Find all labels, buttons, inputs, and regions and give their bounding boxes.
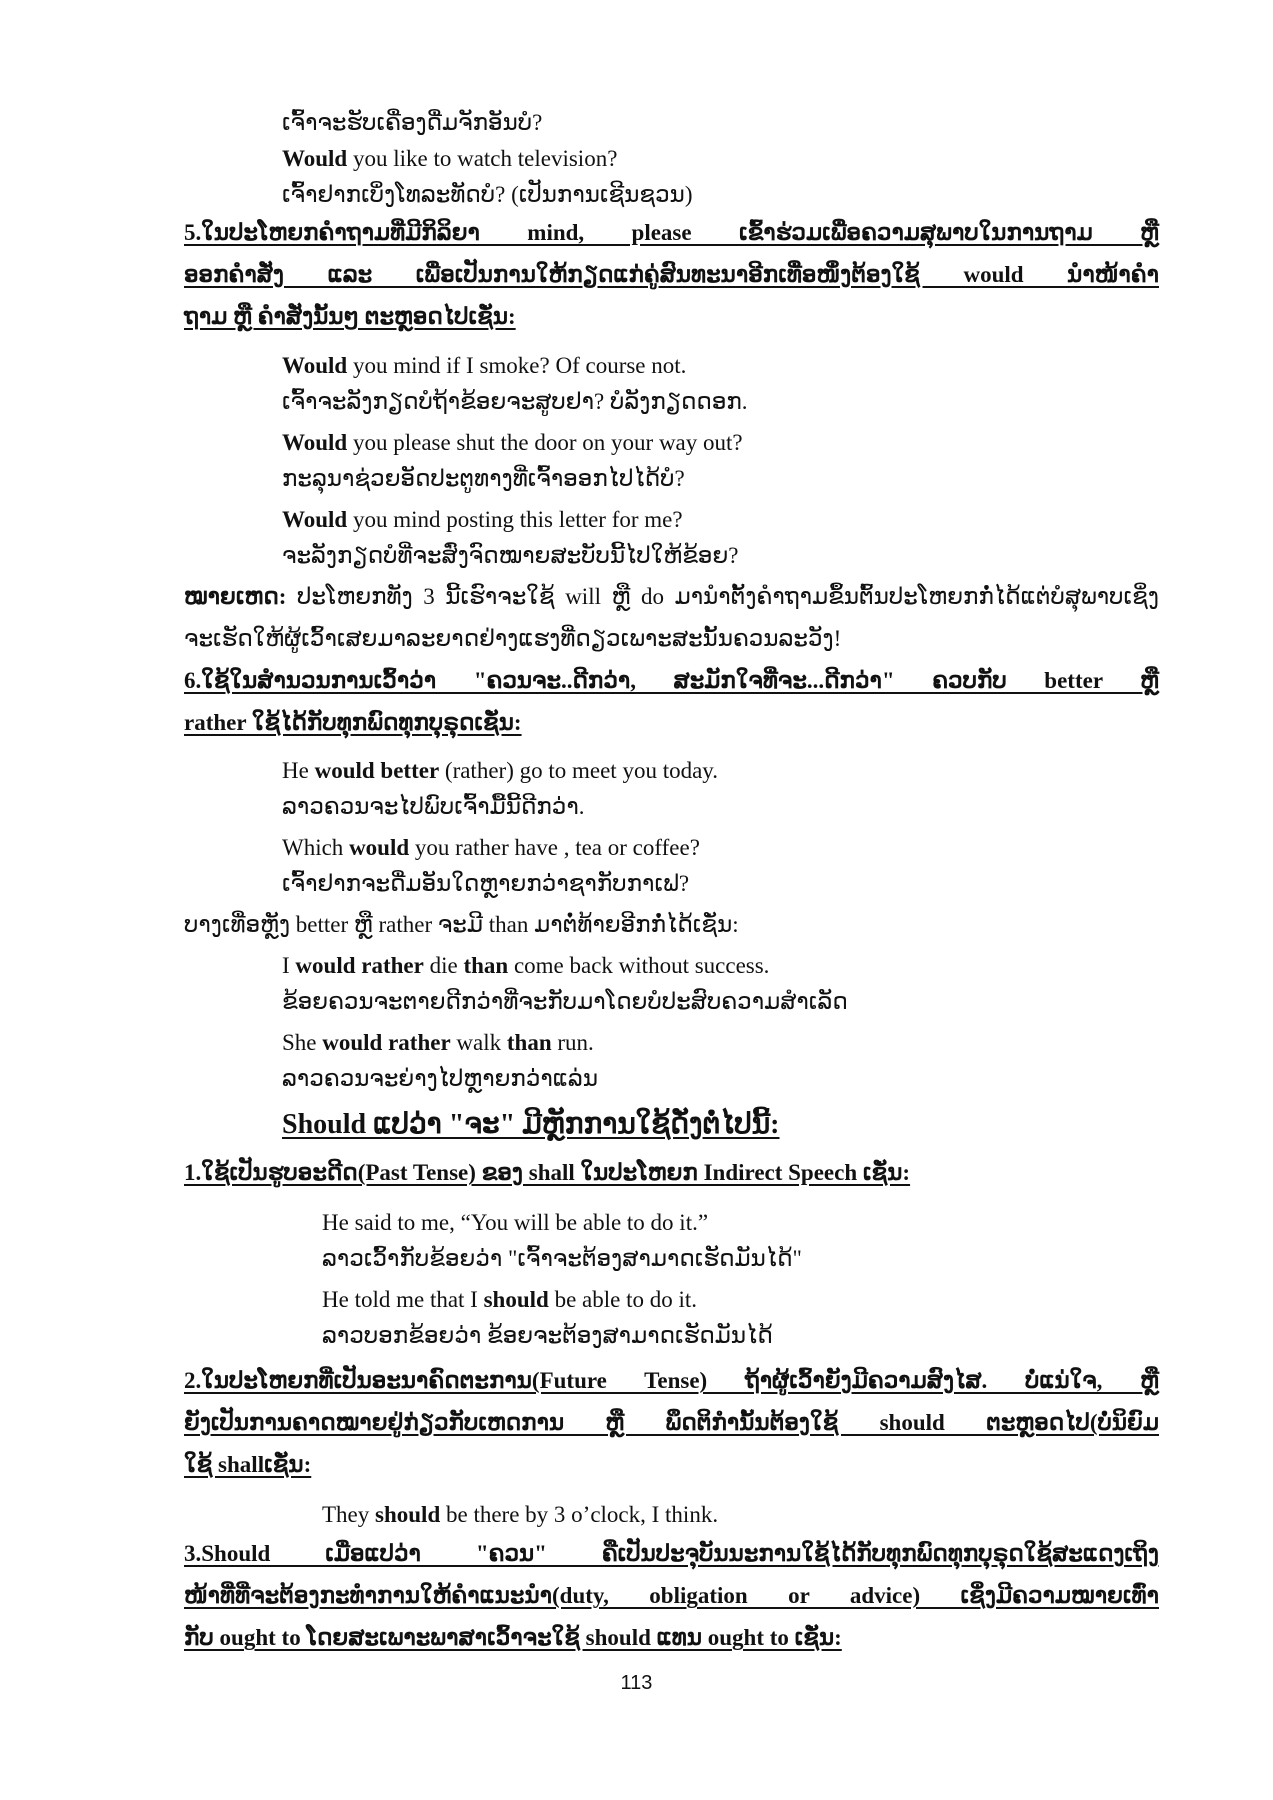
lao-translation-line: ເຈົ້າຈະຮັບເຄື່ອງດື່ມຈັກອັນບໍ? [282,110,543,135]
example-sentence [282,353,686,378]
section-heading-2: 2.ໃນປະໂຫຍກທີ່ເປັນອະນາຄົດຕະການ(Future Tense) ຖ້າຜູ້ເວົ້າຍັງມີຄວາມສົງໄສ. ບໍ່ແນ່ໃຈ, ຫຼື [184,1368,1159,1393]
sentence-text: you like to watch television? [347,146,618,171]
body-paragraph: ບາງເທື່ອຫຼັງ better ຫຼື rather ຈະມີ than ມາຕໍ່ທ້າຍອີກກໍ່ໄດ້ເຊັ່ນ: [184,912,739,937]
section-heading-3: 3.Should ເມື່ອແປວ່າ "ຄວນ" ຄືເປັນປະຈຸບັນນະການໃຊ້ໄດ້ກັບທຸກພົດທຸກບຸຣຸດໃຊ້ສະແດງເຖິງ [184,1541,1159,1566]
section-heading-3: ກັບ ought to ໂດຍສະເພາະພາສາເວົ້າຈະໃຊ້ should ແທນ ought to ເຊັ່ນ: [184,1625,842,1650]
sentence-text: be able to do it. [548,1287,698,1312]
page-title: Should ແປວ່າ "ຈະ" ມີຫຼັກການໃຊ້ດັ່ງຕໍ່ໄປນີ້: [282,1109,780,1140]
example-sentence [282,758,718,783]
example-sentence [282,507,683,532]
example-sentence [282,953,769,978]
sentence-text: walk [450,1030,507,1055]
keyword: should [375,1502,441,1527]
lao-translation-line: ເຈົ້າຈະລັງກຽດບໍຖ້າຂ້ອຍຈະສູບຢາ? ບໍລັງກຽດດອກ. [282,389,748,414]
sentence-text: you please shut the door on your way out? [347,430,743,455]
section-heading-1: 1.ໃຊ້ເປັນຮູບອະດີດ(Past Tense) ຂອງ shall ໃນປະໂຫຍກ Indirect Speech ເຊັ່ນ: [184,1160,911,1185]
sentence-text: die [423,953,464,978]
sentence-text: He [282,758,315,783]
lao-translation-line: ຂ້ອຍຄວນຈະຕາຍດີກວ່າທີ່ຈະກັບມາໂດຍບໍປະສົບຄວາມສຳເລັດ [282,989,848,1014]
example-sentence [322,1287,697,1312]
example-sentence [282,430,743,455]
example-sentence [282,146,617,171]
keyword: would rather [322,1030,451,1055]
lao-translation-line: ລາວບອກຂ້ອຍວ່າ ຂ້ອຍຈະຕ້ອງສາມາດເຮັດມັນໄດ້ [322,1323,773,1348]
sentence-text: you mind if I smoke? Of course not. [347,353,687,378]
note-paragraph: ຈະເຮັດໃຫ້ຜູ້ເວົ້າເສຍມາລະຍາດຢ່າງແຮງທີ່ດຽວເພາະສະນັ້ນຄວນລະວັງ! [184,626,842,651]
note-label: ໝາຍເຫດ: [184,584,287,609]
keyword: Would [282,430,348,455]
section-heading-5: 5.ໃນປະໂຫຍກຄຳຖາມທີ່ມີກິລິຍາ mind, please ເຂົ້າຮ່ວມເພື່ອຄວາມສຸພາບໃນການຖາມ ຫຼື [184,220,1159,245]
note-text: ປະໂຫຍກທັງ 3 ນີ້ເຮົາຈະໃຊ້ will ຫຼື do ມານຳຕັ້ງຄຳຖາມຂຶ້ນຕົ້ນປະໂຫຍກກໍ່ໄດ້ແຕ່ບໍສຸພາບເຊິ່ງ [286,584,1159,609]
keyword: than [506,1030,552,1055]
keyword: would better [314,758,440,783]
sentence-text: you mind posting this letter for me? [347,507,683,532]
sentence-text: She [282,1030,323,1055]
keyword: than [463,953,509,978]
section-heading-2: ຍັງເປັນການຄາດໝາຍຢູ່ກ່ຽວກັບເຫດການ ຫຼື ພຶດຕິກຳນັ້ນຕ້ອງໃຊ້ should ຕະຫຼອດໄປ(ບໍ່ນິຍົມ [184,1410,1159,1435]
sentence-text: (rather) go to meet you today. [439,758,719,783]
keyword: should [483,1287,549,1312]
page-number: 113 [620,1672,653,1694]
sentence-text: you rather have , tea or coffee? [409,835,700,860]
section-heading-5: ຖາມ ຫຼື ຄຳສັ່ງນັ້ນໆ ຕະຫຼອດໄປເຊັ່ນ: [184,304,516,329]
keyword: Would [282,353,348,378]
lao-translation-line: ກະລຸນາຊ່ວຍອັດປະຕູທາງທີ່ເຈົ້າອອກໄປໄດ້ບໍ? [282,466,685,491]
keyword: would rather [295,953,424,978]
section-heading-6: rather ໃຊ້ໄດ້ກັບທຸກພົດທຸກບຸຣຸດເຊັ່ນ: [184,710,522,735]
section-heading-6: 6.ໃຊ້ໃນສຳນວນການເວົ້າວ່າ "ຄວນຈະ..ດີກວ່າ, ສະມັກໃຈທີ່ຈະ...ດີກວ່າ" ຄວບກັບ better ຫຼື [184,668,1159,693]
lao-translation-line: ລາວຄວນຈະຍ່າງໄປຫຼາຍກວ່າແລ່ນ [282,1066,598,1091]
lao-translation-line: ລາວເວົ້າກັບຂ້ອຍວ່າ "ເຈົ້າຈະຕ້ອງສາມາດເຮັດມັນໄດ້" [322,1246,802,1271]
sentence-text: come back without success. [508,953,770,978]
keyword: Would [282,146,348,171]
sentence-text: be there by 3 o’clock, I think. [440,1502,719,1527]
section-heading-2: ໃຊ້ shallເຊັ່ນ: [184,1452,312,1477]
sentence-text: I [282,953,296,978]
lao-translation-line: ຈະລັງກຽດບໍທີ່ຈະສົ່ງຈົດໝາຍສະບັບນີ້ໄປໃຫ້ຂ້ອຍ? [282,543,739,568]
lao-translation-line: ເຈົ້າຢາກຈະດື່ມອັນໃດຫຼາຍກວ່າຊາກັບກາເຟ? [282,871,690,896]
keyword: would [349,835,410,860]
lao-translation-line: ເຈົ້າຢາກເບິ່ງໂທລະທັດບໍ? (ເປັນການເຊີນຊວນ) [282,182,693,207]
keyword: Would [282,507,348,532]
section-heading-5: ອອກຄຳສັ່ງ ແລະ ເພື່ອເປັນການໃຫ້ກຽດແກ່ຄູ່ສົນທະນາອີກເທື່ອໜຶ່ງຕ້ອງໃຊ້ would ນຳໜ້າຄຳ [184,262,1159,287]
example-sentence [282,1030,594,1055]
example-sentence [282,835,700,860]
note-paragraph [184,584,1159,609]
example-sentence [322,1502,718,1527]
sentence-text: He told me that I [322,1287,484,1312]
lao-translation-line: ລາວຄວນຈະໄປພົບເຈົ້າມື້ນີ້ດີກວ່າ. [282,794,585,819]
sentence-text: Which [282,835,350,860]
section-heading-3: ໜ້າທີ່ທີ່ຈະຕ້ອງກະທຳການໃຫ້ຄຳແນະນຳ(duty, obligation or advice) ເຊິ່ງມີຄວາມໝາຍເທົ່າ [184,1583,1159,1608]
example-sentence: He said to me, “You will be able to do it.” [322,1210,709,1235]
sentence-text: They [322,1502,376,1527]
sentence-text: run. [551,1030,594,1055]
